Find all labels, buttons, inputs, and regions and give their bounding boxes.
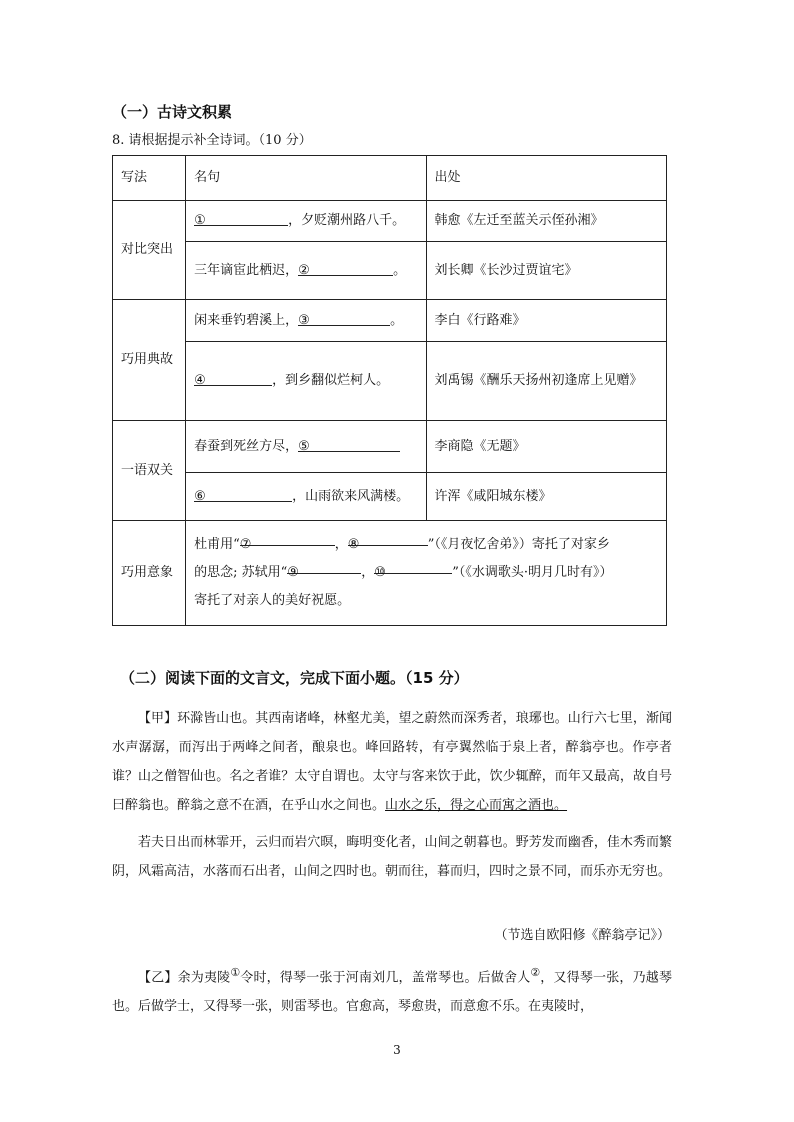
verse-text: ， [334, 537, 348, 552]
section2-title: （二）阅读下面的文言文，完成下面小题。（15 分） [120, 669, 469, 687]
table-row [113, 300, 667, 342]
passage-text: 令时，得琴一张于河南刘几，盖常琴也。后做舍人 [240, 970, 531, 986]
passage-text: 环滁皆山也。其西南诸峰，林壑尤美，望之蔚然而深秀者，琅琊也。山行六七里，渐闻水声潺潺，而泻出于两峰之间者，酿泉也。峰回路转，有亭翼然临于泉上者，醉翁亭也。作亭者谁？山之僧智仙也。名之者谁？太守自谓也。太守与客来饮于此，饮少辄醉，而年又最高，故自号曰醉翁也。醉翁之意不在酒，在乎山水之间也。 [112, 711, 672, 813]
source-cell: 李商隐《无题》 [426, 421, 666, 473]
passage-label: 【甲】 [138, 711, 178, 726]
verse-text: ”（《水调歌头·明月几时有》） [452, 565, 613, 580]
answer-blank[interactable] [239, 531, 335, 552]
passage-label: 【乙】 [138, 970, 178, 986]
source-cell: 刘禹锡《酬乐天扬州初逢席上见赠》 [426, 342, 666, 421]
header-cell: 出处 [426, 156, 666, 201]
verse-text: 杜甫用“ [194, 537, 240, 552]
answer-blank[interactable] [298, 261, 393, 276]
table-header-row [113, 156, 667, 201]
page-number: 3 [393, 1043, 401, 1057]
passage-jia-p2: 若夫日出而林霏开，云归而岩穴暝，晦明变化者，山间之朝暮也。野芳发而幽香，佳木秀而繁阴，风霜高洁，水落而石出者，山间之四时也。朝而往，暮而归，四时之景不同，而乐亦无穷也。 [112, 835, 672, 879]
verse-text: ，山雨欲来风满楼。 [292, 488, 410, 504]
verse-cell [186, 421, 426, 473]
footnote-mark: ① [230, 966, 241, 979]
answer-blank[interactable] [298, 437, 400, 452]
merged-line [194, 559, 658, 587]
category-cell: 对比突出 [113, 201, 186, 300]
blank-number: ⑧ [347, 537, 360, 552]
table-row [113, 521, 667, 626]
answer-blank[interactable] [374, 559, 452, 580]
header-cell: 写法 [113, 156, 186, 201]
passage-source: （节选自欧阳修《醉翁亭记》） [494, 928, 670, 943]
poetry-table [112, 155, 667, 626]
blank-number: ⑥ [194, 488, 206, 504]
underlined-sentence: 山水之乐，得之心而寓之酒也。 [385, 798, 568, 813]
blank-number: ⑤ [298, 438, 310, 454]
verse-text: ”（《月夜忆舍弟》）寄托了对家乡 [427, 537, 610, 552]
table-row [113, 342, 667, 421]
answer-blank[interactable] [194, 371, 272, 386]
category-cell: 巧用典故 [113, 300, 186, 421]
passage-jia-p1 [112, 704, 672, 820]
question-8: 8. 请根据提示补全诗词。（10 分） [112, 133, 312, 148]
verse-text: 春蚕到死丝方尽， [194, 438, 299, 454]
answer-blank[interactable] [194, 487, 292, 502]
blank-number: ① [194, 213, 206, 228]
category-cell: 一语双关 [113, 421, 186, 521]
header-cell: 名句 [186, 156, 426, 201]
merged-verse-cell [186, 521, 667, 626]
verse-cell [186, 242, 426, 300]
answer-blank[interactable] [287, 559, 361, 580]
verse-cell [186, 201, 426, 242]
merged-line [194, 531, 658, 559]
verse-text: ，夕贬潮州路八千。 [288, 213, 406, 228]
category-cell: 巧用意象 [113, 521, 186, 626]
blank-number: ② [298, 262, 310, 278]
verse-text: 闲来垂钓碧溪上， [194, 312, 299, 328]
table-row [113, 201, 667, 242]
table-row [113, 473, 667, 521]
source-cell: 李白《行路难》 [426, 300, 666, 342]
verse-cell [186, 473, 426, 521]
verse-cell [186, 342, 426, 421]
answer-blank[interactable] [347, 531, 428, 552]
verse-text: 。 [390, 312, 404, 328]
blank-number: ⑩ [374, 565, 386, 580]
blank-number: ④ [194, 373, 206, 388]
passage-text: 余为夷陵 [177, 970, 231, 986]
source-cell: 韩愈《左迁至蓝关示侄孙湘》 [426, 201, 666, 242]
verse-cell [186, 300, 426, 342]
answer-blank[interactable] [194, 211, 288, 226]
source-cell: 许浑《咸阳城东楼》 [426, 473, 666, 521]
verse-text: ， [361, 565, 375, 580]
blank-number: ⑦ [239, 537, 252, 552]
passage-yi [112, 958, 672, 1021]
table-row [113, 242, 667, 300]
blank-number: ③ [298, 312, 310, 328]
verse-text: 的思念; 苏轼用“ [194, 565, 288, 580]
verse-text: ，到乡翻似烂柯人。 [272, 373, 390, 388]
source-cell: 刘长卿《长沙过贾谊宅》 [426, 242, 666, 300]
blank-number: ⑨ [287, 565, 299, 580]
verse-text: 。 [393, 262, 407, 278]
table-row [113, 421, 667, 473]
answer-blank[interactable] [298, 311, 390, 326]
footnote-mark: ② [530, 966, 541, 979]
merged-line: 寄托了对亲人的美好祝愿。 [194, 593, 351, 608]
section1-title: （一）古诗文积累 [112, 103, 233, 121]
verse-text: 三年谪宦此栖迟， [194, 262, 299, 278]
passage-text: ，又得琴一张，乃越琴也。后做学士，又得琴一张，则雷琴也。官愈高，琴愈贵，而意愈不乐。在夷陵时， [112, 970, 672, 1015]
